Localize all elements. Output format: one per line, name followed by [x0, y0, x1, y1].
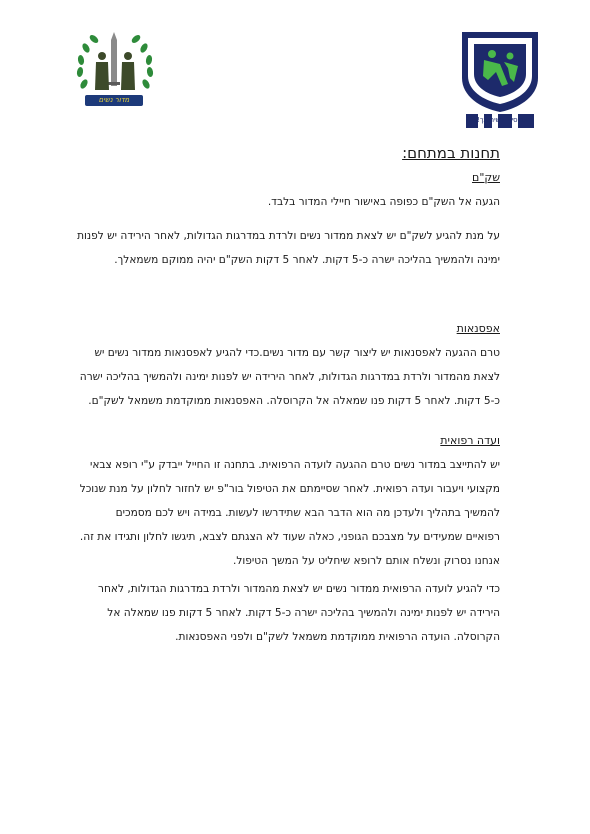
meitav-logo-icon [448, 26, 552, 130]
section-paragraph: הגעה אל השק"ם כפופה באישור חיילי המדור בלבד. [267, 196, 500, 208]
section-heading-supply: אפסנאות [456, 322, 500, 335]
section-heading-shekem: שק"ם [472, 171, 500, 184]
section-paragraph: יש להתייצב במדור נשים טרם ההגעה לועדה הרפואית. בתחנה זו החייל ייבדק ע"י רופא צבאי מקצועי ויעבור ועדה רפואית. לאחר שסיימתם את הטיפול בור"פ יש לחזור לחלון על מנת שנוכל להמשיך בתהליך ולעדכן מה הוא הדבר הבא שתידרשו לעשות. במידה ויש לכם מסמכים רפואיים שמעידים על מצבכם הגופני, כאלה שעוד לא הצגתם לצבא, תיגשו לחלון ותגידו את זה. אנחנו נסרוק ונשלח אותם לרופא שיחליט על המשך הטיפול. [79, 459, 500, 567]
section-paragraph: על מנת להגיע לשק"ם יש לצאת ממדור נשים ולרדת במדרגות הגדולות, לאחר הירידה יש לפנות ימינה ולהמשיך בהליכה ישרה כ-5 דקות. לאחר 5 דקות השק"ם יהיה ממוקם משמאלך. [77, 230, 500, 266]
section-paragraph: כדי להגיע לועדה הרפואית ממדור נשים יש לצאת מהמדור ולרדת במדרגות הגדולות, לאחר הירידה יש לפנות ימינה ולהמשיך בהליכה ישרה כ-5 דקות. לאחר 5 דקות פנו שמאלה אל הקרוסלה. הועדה הרפואית ממוקדמת משמאל לשק"ם ולפני האפסנאות. [97, 583, 500, 643]
section-heading-medical: ועדה רפואית [440, 434, 500, 447]
section-paragraph: טרם ההגעה לאפסנאות יש ליצור קשר עם מדור נשים.כדי להגיע לאפסנאות ממדור נשים יש לצאת מהמדור ולרדת במדרגות הגדולות, לאחר הירידה יש לפנות ימינה ולהמשיך בהליכה ישרה כ-5 דקות. לאחר 5 דקות פנו שמאלה אל הקרוסלה. האפסנאות ממוקדמת משמאל לשק"ם. [79, 347, 500, 407]
meitav-logo-caption: מתגייסים לשירותך! [477, 116, 533, 124]
page-title: תחנות במתחם: [402, 144, 500, 162]
womens-unit-logo-caption: מדור נשים [85, 95, 143, 106]
